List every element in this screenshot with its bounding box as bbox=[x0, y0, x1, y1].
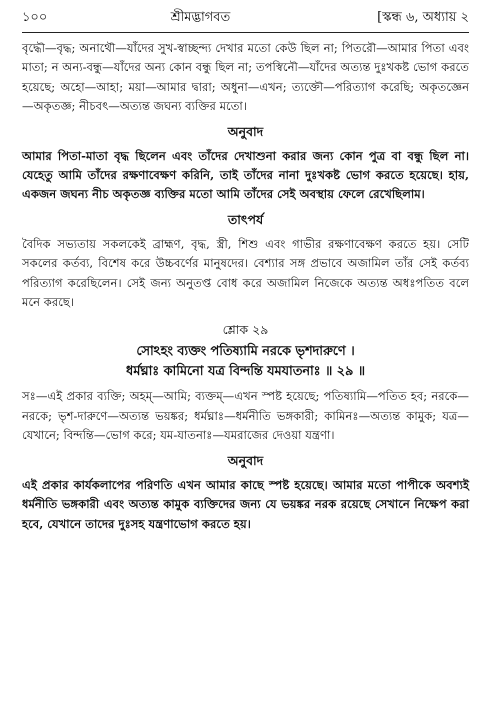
synonyms-verse-28: বৃদ্ধৌ—বৃদ্ধ; অনাথৌ—যাঁদের সুখ-স্বাচ্ছন্দ্য দেখার মতো কেউ ছিল না; পিতরৌ—আমার পিতা এবং মাতা; ন অন্য-বন্ধু—যাঁদের অন্য কোন বন্ধু ছিল না; তপস্বিনৌ—যাঁদের অত্যন্ত দুঃখকষ্ট ভোগ করতে হয়েছে; অহো—আহা; ময়া—আমার দ্বারা; অধুনা—এখন; ত্যক্তৌ—পরিত্যাগ করেছি; অকৃতজ্ঞেন—অকৃতজ্ঞ; নীচবৎ—অত্যন্ত জঘন্য ব্যক্তির মতো। bbox=[22, 41, 469, 114]
header-rule bbox=[22, 32, 469, 33]
verse-line-1: সোঽহং ব্যক্তং পতিষ্যামি নরকে ভৃশদারুণে । bbox=[136, 344, 355, 360]
verse-line-2: ধর্মঘ্নাঃ কামিনো যত্র বিন্দন্তি যমযাতনাঃ ॥ ২৯ ॥ bbox=[126, 364, 365, 380]
translation-verse-29: এই প্রকার কার্যকলাপের পরিণতি এখন আমার কাছে স্পষ্ট হয়েছে। আমার মতো পাপীকে অবশ্যই ধর্মনীতি ভঙ্গকারী এবং অত্যন্ত কামুক ব্যক্তিদের জন্য যে ভয়ঙ্কর নরক রয়েছে সেখানে নিক্ষেপ করা হবে, যেখানে তাদের দুঃসহ যন্ত্রণাভোগ করতে হয়। bbox=[22, 477, 469, 531]
verse-number: শ্লোক ২৯ bbox=[222, 322, 269, 338]
chapter-reference: [স্কন্ধ ৬, অধ্যায় ২ bbox=[377, 10, 469, 25]
translation-verse-28: আমার পিতা-মাতা বৃদ্ধ ছিলেন এবং তাঁদের দেখাশুনা করার জন্য কোন পুত্র বা বন্ধু ছিল না। যেহেতু আমি তাঁদের রক্ষণাবেক্ষণ করিনি, তাই তাঁদের নানা দুঃখকষ্ট ভোগ করতে হয়েছে। হায়, একজন জঘন্য নীচ অকৃতজ্ঞ ব্যক্তির মতো আমি তাঁদের সেই অবস্থায় ফেলে রেখেছিলাম। bbox=[22, 148, 469, 202]
purport-heading: তাৎপর্য bbox=[227, 211, 264, 227]
translation-heading: অনুবাদ bbox=[227, 123, 264, 139]
synonyms-verse-29: সঃ—এই প্রকার ব্যক্তি; অহম্—আমি; ব্যক্তম্—এখন স্পষ্ট হয়েছে; পতিষ্যামি—পতিত হব; নরকে—নরকে; ভৃশ-দারুণে—অত্যন্ত ভয়ঙ্কর; ধর্মঘ্নাঃ—ধর্মনীতি ভঙ্গকারী; কামিনঃ—অত্যন্ত কামুক; যত্র—যেখানে; বিন্দন্তি—ভোগ করে; যম-যাতনাঃ—যমরাজের দেওয়া যন্ত্রণা। bbox=[22, 389, 469, 443]
page-header bbox=[22, 8, 469, 30]
book-title: শ্রীমদ্ভাগবত bbox=[170, 10, 231, 25]
translation-heading-2: অনুবাদ bbox=[227, 452, 264, 468]
purport-text: বৈদিক সভ্যতায় সকলকেই ব্রাহ্মণ, বৃদ্ধ, স্ত্রী, শিশু এবং গাভীর রক্ষণাবেক্ষণ করতে হয়। সেটি সকলের কর্তব্য, বিশেষ করে উচ্চবর্ণের মানুষদের। বেশ্যার সঙ্গ প্রভাবে অজামিল তাঁর সেই কর্তব্য পরিত্যাগ করেছিলেন। সেই জন্য অনুতপ্ত বোধ করে অজামিল নিজেকে অত্যন্ত অধঃপতিত বলে মনে করছে। bbox=[22, 236, 469, 310]
page-number: ১০০ bbox=[22, 10, 48, 25]
